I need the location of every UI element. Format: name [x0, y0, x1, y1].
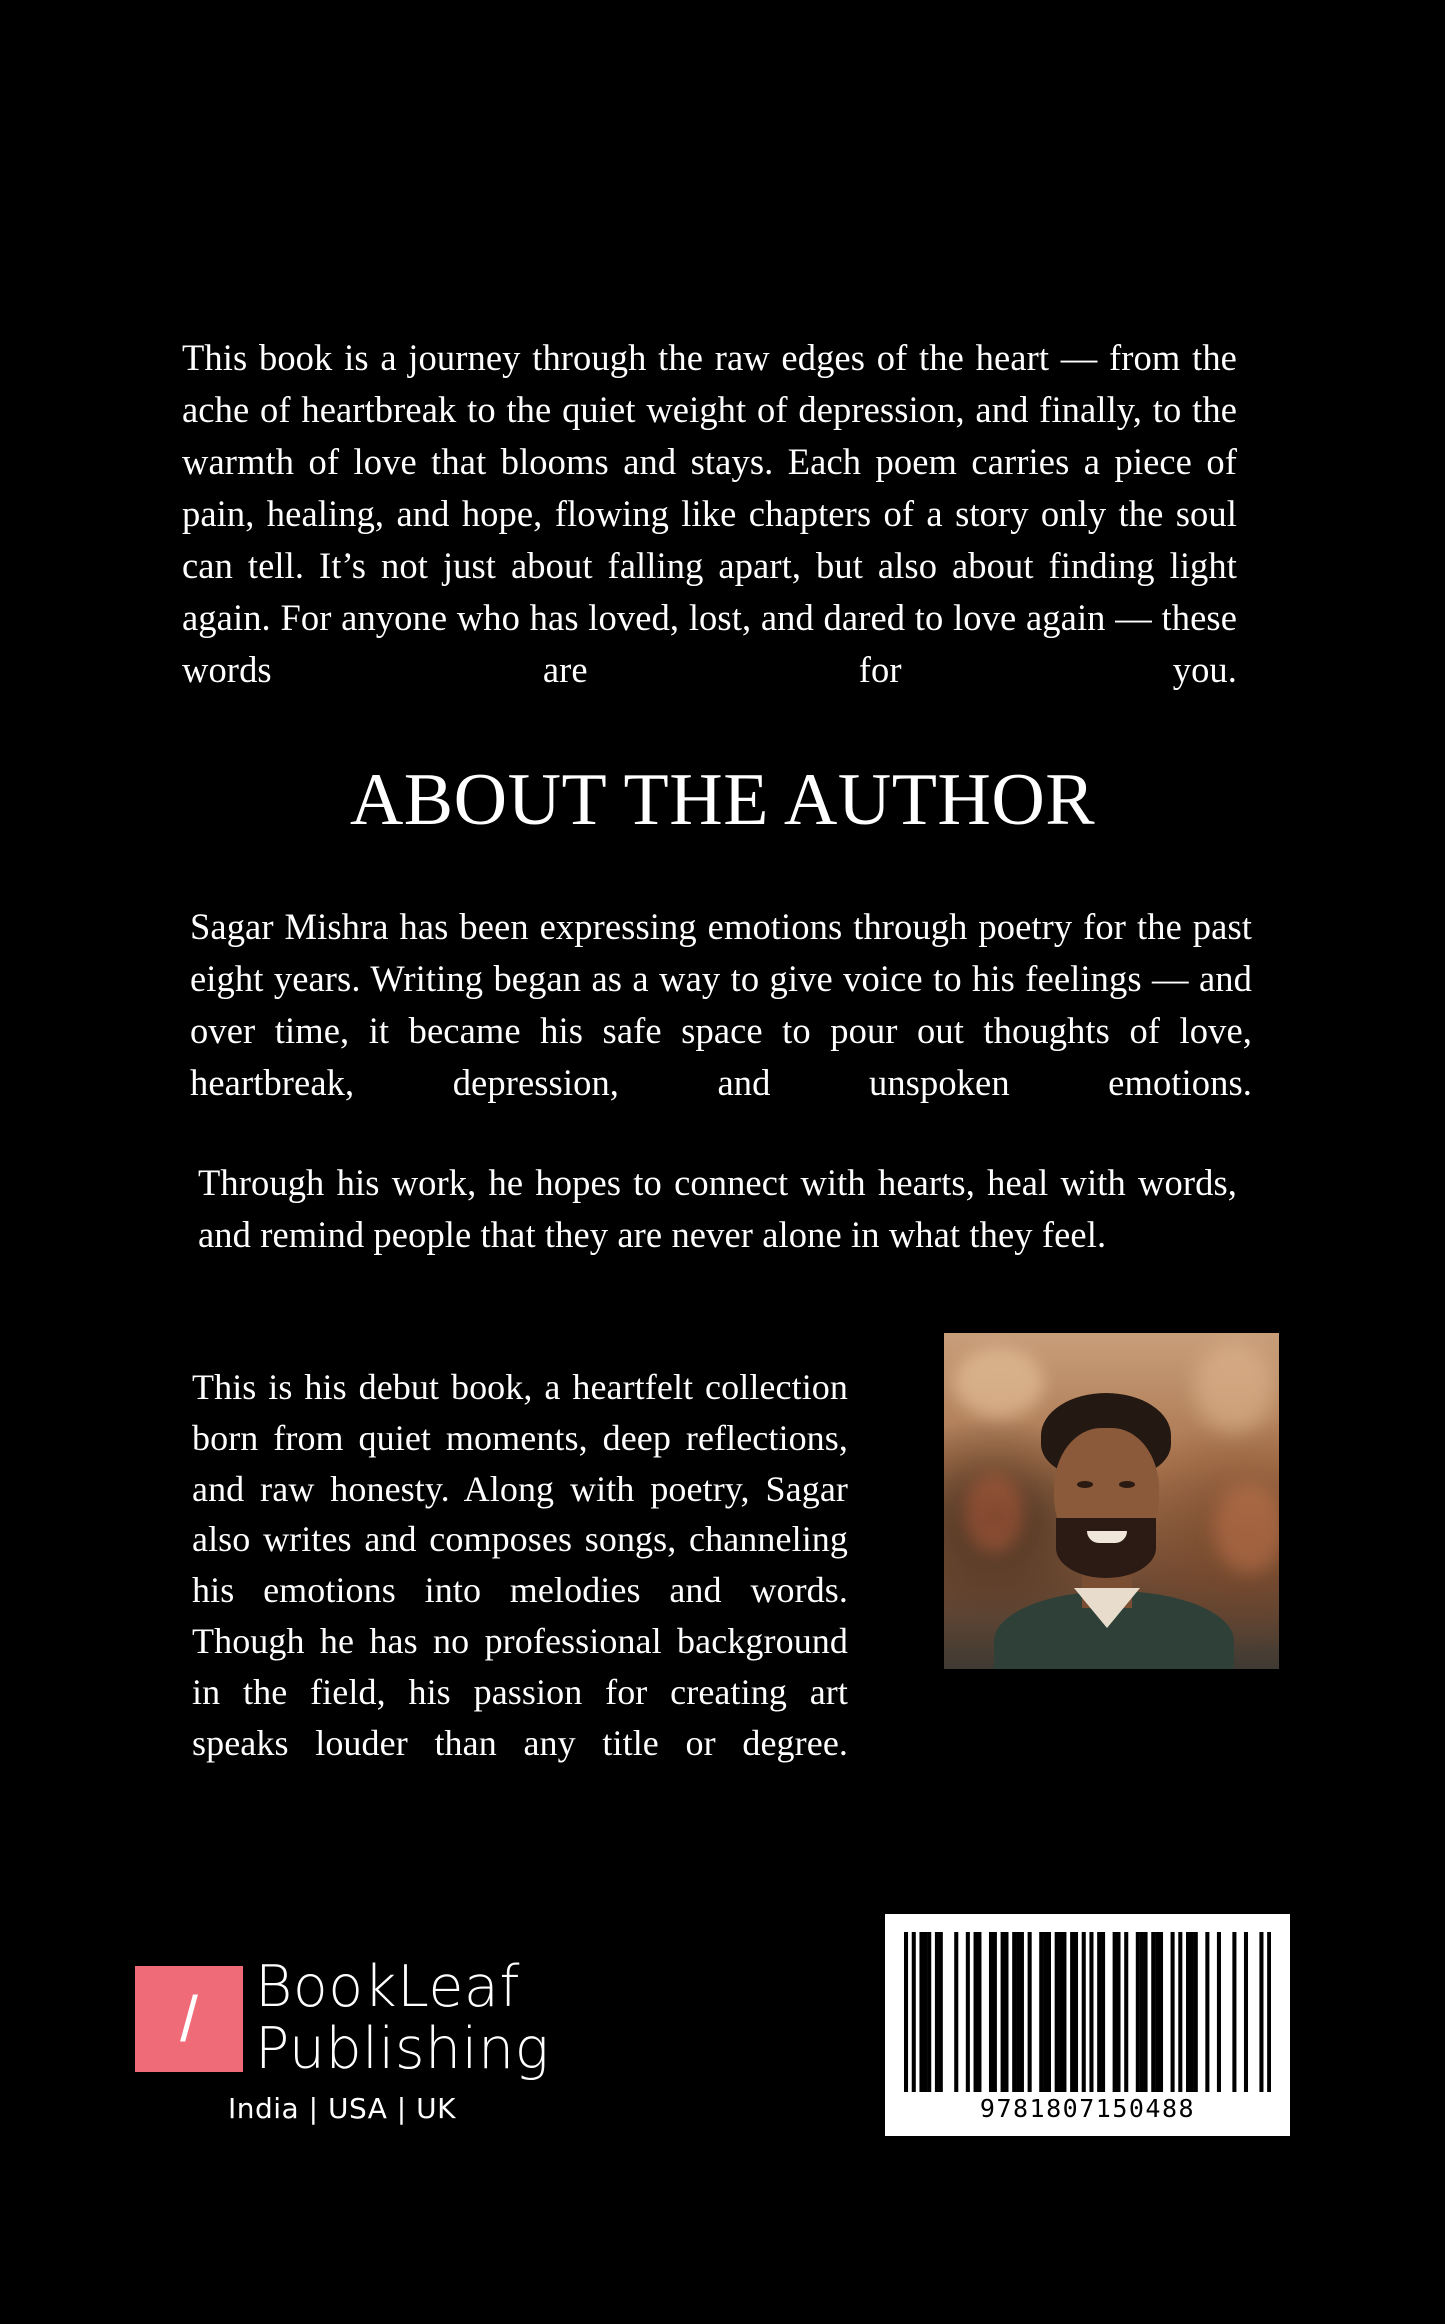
barcode-bar	[1089, 1932, 1093, 2092]
barcode-bar	[1101, 1932, 1105, 2092]
barcode-bar	[919, 1932, 923, 2092]
barcode-bar	[1113, 1932, 1117, 2092]
isbn-number: 9781807150488	[979, 2094, 1196, 2123]
barcode-bar	[966, 1932, 970, 2092]
publisher-regions: India | USA | UK	[228, 2092, 456, 2125]
barcode-bar	[927, 1932, 931, 2092]
barcode-bar	[1039, 1932, 1043, 2092]
barcode-bar	[1171, 1932, 1175, 2092]
barcode-bar	[1020, 1932, 1024, 2092]
barcode-bar	[1116, 1932, 1120, 2092]
barcode-bar	[1001, 1932, 1005, 2092]
barcode-bar	[935, 1932, 939, 2092]
barcode-bar	[923, 1932, 927, 2092]
about-the-author-heading: ABOUT THE AUTHOR	[349, 759, 1096, 841]
isbn-barcode	[885, 1914, 1290, 2136]
barcode-bar	[939, 1932, 943, 2092]
barcode-bar	[1155, 1932, 1159, 2092]
barcode-bar	[1232, 1932, 1236, 2092]
author-photo	[944, 1333, 1279, 1669]
author-bio-paragraph-1: Sagar Mishra has been expressing emotions through poetry for the past eight years. Writing began as a way to give voice to his feelings — and over time, it became his safe space to pour out thoughts of love, heartbreak, depression, and unspoken emotions.	[190, 906, 1252, 1103]
barcode-bar	[974, 1932, 978, 2092]
barcode-bar	[1259, 1932, 1263, 2092]
barcode-bar	[904, 1932, 908, 2092]
barcode-bar	[1144, 1932, 1148, 2092]
barcode-bar	[1136, 1932, 1140, 2092]
barcode-bar	[1047, 1932, 1051, 2092]
barcode-bar	[1151, 1932, 1155, 2092]
barcode-bar	[1012, 1932, 1016, 2092]
barcode-bar	[1267, 1932, 1271, 2092]
publisher-logo-slash: /	[180, 1983, 198, 2055]
barcode-bar	[954, 1932, 958, 2092]
barcode-bar	[993, 1932, 997, 2092]
author-bio-paragraph-2: Through his work, he hopes to connect with hearts, heal with words, and remind people that they are never alone in what they feel.	[198, 1162, 1237, 1255]
publisher-logo-mark	[135, 1966, 243, 2072]
barcode-bar	[1016, 1932, 1020, 2092]
barcode-bar	[989, 1932, 993, 2092]
barcode-bar	[1070, 1932, 1074, 2092]
barcode-bar	[1244, 1932, 1248, 2092]
barcode-bars	[904, 1932, 1271, 2092]
barcode-bar	[1190, 1932, 1194, 2092]
barcode-bar	[977, 1932, 981, 2092]
barcode-bar	[1055, 1932, 1059, 2092]
barcode-bar	[1074, 1932, 1078, 2092]
barcode-bar	[1178, 1932, 1182, 2092]
barcode-bar	[1217, 1932, 1221, 2092]
barcode-bar	[1124, 1932, 1128, 2092]
author-bio-paragraph-3: This is his debut book, a heartfelt collection born from quiet moments, deep reflections, and raw honesty. Along with poetry, Sagar also writes and composes songs, channeling his emotions into melodies and words. Though he has no professional background in the field, his passion for creating art speaks louder than any title or degree.	[192, 1367, 848, 1763]
barcode-bar	[1043, 1932, 1047, 2092]
barcode-bar	[1062, 1932, 1066, 2092]
barcode-bar	[1140, 1932, 1144, 2092]
barcode-bar	[1186, 1932, 1190, 2092]
barcode-bar	[1097, 1932, 1101, 2092]
barcode-bar	[1004, 1932, 1008, 2092]
publisher-name-line-2: Publishing	[255, 2016, 550, 2082]
barcode-bar	[1194, 1932, 1198, 2092]
barcode-bar	[1028, 1932, 1032, 2092]
barcode-bar	[1082, 1932, 1086, 2092]
barcode-bar	[1159, 1932, 1163, 2092]
barcode-bar	[1205, 1932, 1209, 2092]
barcode-bar	[912, 1932, 916, 2092]
barcode-bar	[1059, 1932, 1063, 2092]
book-blurb: This book is a journey through the raw edges of the heart — from the ache of heartbreak to the quiet weight of depression, and finally, to the warmth of love that blooms and stays. Each poem carries a piece of pain, healing, and hope, flowing like chapters of a story only the soul can tell. It’s not just about falling apart, but also about finding light again. For anyone who has loved, lost, and dared to love again — these words are for you.	[182, 337, 1237, 690]
publisher-name-line-1: BookLeaf	[255, 1954, 520, 2020]
